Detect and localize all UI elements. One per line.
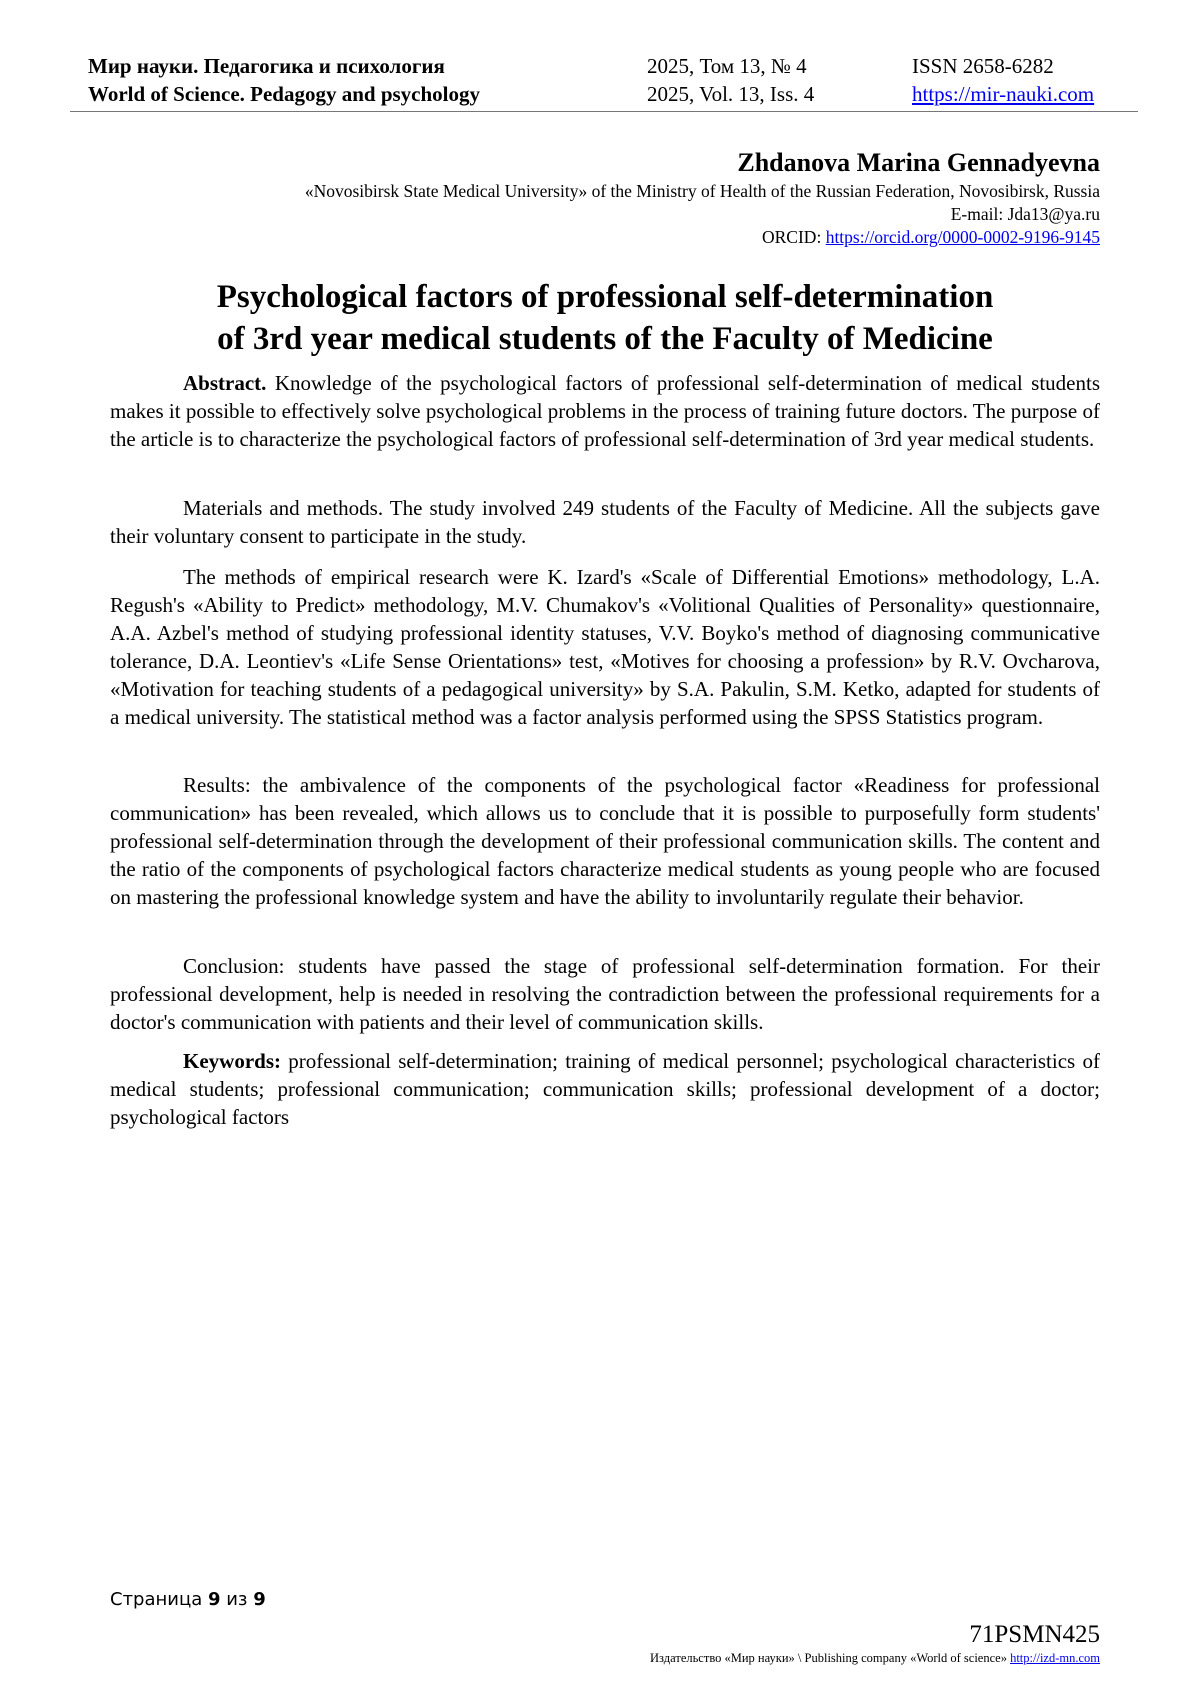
conclusion-paragraph: Conclusion: students have passed the stage of professional self-determination formation. For their professional development, help is needed in resolving the contradiction between the professional requirements for a doctor's communication with patients and their level of communication skills. [110,954,1100,1034]
author-affiliation: «Novosibirsk State Medical University» of the Ministry of Health of the Russian Federation, Novosibirsk, Russia [304,181,1100,201]
article-code: 71PSMN425 [969,1621,1100,1648]
title-line-1: Psychological factors of professional self-determination [216,279,994,315]
issn: ISSN 2658-6282 [912,54,1054,78]
orcid-link[interactable]: https://orcid.org/0000-0002-9196-9145 [825,227,1100,247]
abstract-paragraph: Abstract. Knowledge of the psychological factors of professional self-determination of medical students makes it possible to effectively solve psychological problems in the process of training future doctors. The purpose of the article is to characterize the psychological factors of professional self-determination of 3rd year medical students. [110,371,1100,451]
journal-website-link[interactable]: https://mir-nauki.com [912,82,1095,106]
keywords-label: Keywords: [183,1049,281,1073]
author-orcid: ORCID: https://orcid.org/0000-0002-9196-9145 [762,227,1100,247]
header-divider [70,111,1138,112]
author-name: Zhdanova Marina Gennadyevna [737,148,1100,177]
issue-ru: 2025, Том 13, № 4 [647,54,807,78]
materials-paragraph: Materials and methods. The study involved 249 students of the Faculty of Medicine. All the subjects gave their voluntary consent to participate in the study. [110,496,1100,548]
methods-paragraph: The methods of empirical research were K. Izard's «Scale of Differential Emotions» methodology, L.A. Regush's «Ability to Predict» methodology, M.V. Chumakov's «Volitional Qualities of Personality» questionnaire, A.A. Azbel's method of studying professional identity statuses, V.V. Boyko's method of diagnosing communicative tolerance, D.A. Leontiev's «Life Sense Orientations» test, «Motives for choosing a profession» by R.V. Ovcharova, «Motivation for teaching students of a pedagogical university» by S.A. Pakulin, S.M. Ketko, adapted for students of a medical university. The statistical method was a factor analysis performed using the SPSS Statistics program. [110,565,1100,729]
article-title [0,276,1200,360]
publisher-line: Издательство «Мир науки» \ Publishing company «World of science» http://izd-mn.com [650,1651,1100,1665]
title-line-2: of 3rd year medical students of the Faculty of Medicine [217,321,993,357]
issue-en: 2025, Vol. 13, Iss. 4 [647,82,815,106]
journal-title-en: World of Science. Pedagogy and psychology [88,82,481,106]
abstract-label: Abstract. [183,371,267,395]
author-email: E-mail: Jda13@ya.ru [950,204,1100,224]
keywords-paragraph: Keywords: professional self-determination; training of medical personnel; psychological characteristics of medical students; professional communication; communication skills; professional development of a doctor; psychological factors [110,1049,1100,1129]
page-number: Страница 9 из 9 [110,1589,266,1610]
author-block [100,146,1100,249]
publisher-link[interactable]: http://izd-mn.com [1010,1651,1100,1665]
journal-title-ru: Мир науки. Педагогика и психология [88,54,445,78]
results-paragraph: Results: the ambivalence of the components of the psychological factor «Readiness for professional communication» has been revealed, which allows us to conclude that it is possible to purposefully form students' professional self-determination through the development of their professional communication skills. The content and the ratio of the components of psychological factors characterize medical students as young people who are focused on mastering the professional knowledge system and have the ability to involuntarily regulate their behavior. [110,773,1100,909]
